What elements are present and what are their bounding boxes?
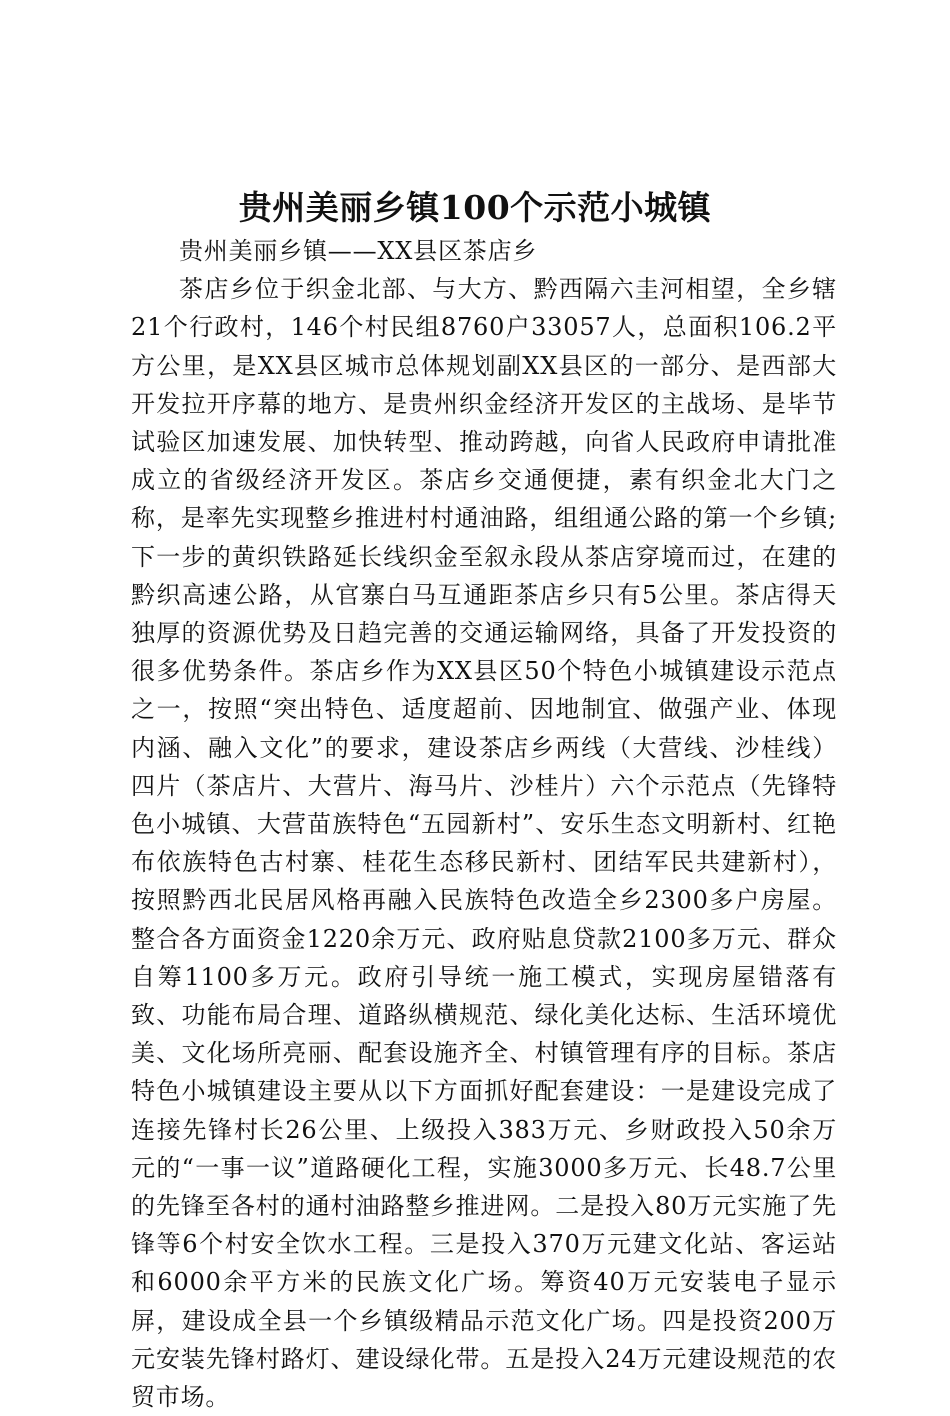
document-title: 贵州美丽乡镇100个示范小城镇 [238,188,712,227]
body-paragraph: 茶店乡位于织金北部、与大方、黔西隔六圭河相望，全乡辖21个行政村，146个村民组8760户33057人，总面积106.2平方公里，是XX县区城市总体规划副XX县区的一部分、是西部大开发拉开序幕的地方、是贵州织金经济开发区的主战场、是毕节试验区加速发展、加快转型、推动跨越，向省人民政府申请批准成立的省级经济开发区。茶店乡交通便捷，素有织金北大门之称，是率先实现整乡推进村村通油路，组组通公路的第一个乡镇;下一步的黄织铁路延长线织金至叙永段从茶店穿境而过，在建的黔织高速公路，从官寨白马互通距茶店乡只有5公里。茶店得天独厚的资源优势及日趋完善的交通运输网络，具备了开发投资的很多优势条件。茶店乡作为XX县区50个特色小城镇建设示范点之一，按照“突出特色、适度超前、因地制宜、做强产业、体现内涵、融入文化”的要求，建设茶店乡两线（大营线、沙桂线）四片（茶店片、大营片、海马片、沙桂片）六个示范点（先锋特色小城镇、大营苗族特色“五园新村”、安乐生态文明新村、红艳布依族特色古村寨、桂花生态移民新村、团结军民共建新村），按照黔西北民居风格再融入民族特色改造全乡2300多户房屋。整合各方面资金1220余万元、政府贴息贷款2100多万元、群众自筹1100多万元。政府引导统一施工模式，实现房屋错落有致、功能布局合理、道路纵横规范、绿化美化达标、生活环境优美、文化场所亮丽、配套设施齐全、村镇管理有序的目标。茶店特色小城镇建设主要从以下方面抓好配套建设：一是建设完成了连接先锋村长26公里、上级投入383万元、乡财政投入50余万元的“一事一议”道路硬化工程，实施3000多万元、长48.7公里的先锋至各村的通村油路整乡推进网。二是投入80万元实施了先锋等6个村安全饮水工程。三是投入370万元建文化站、客运站和6000余平方米的民族文化广场。筹资40万元安装电子显示屏，建设成全县一个乡镇级精品示范文化广场。四是投资200万元安装先锋村路灯、建设绿化带。五是投入24万元建设规范的农贸市场。 [131,275,837,1412]
subtitle-paragraph: 贵州美丽乡镇——XX县区茶店乡 [179,237,538,265]
document-body [131,232,837,1416]
